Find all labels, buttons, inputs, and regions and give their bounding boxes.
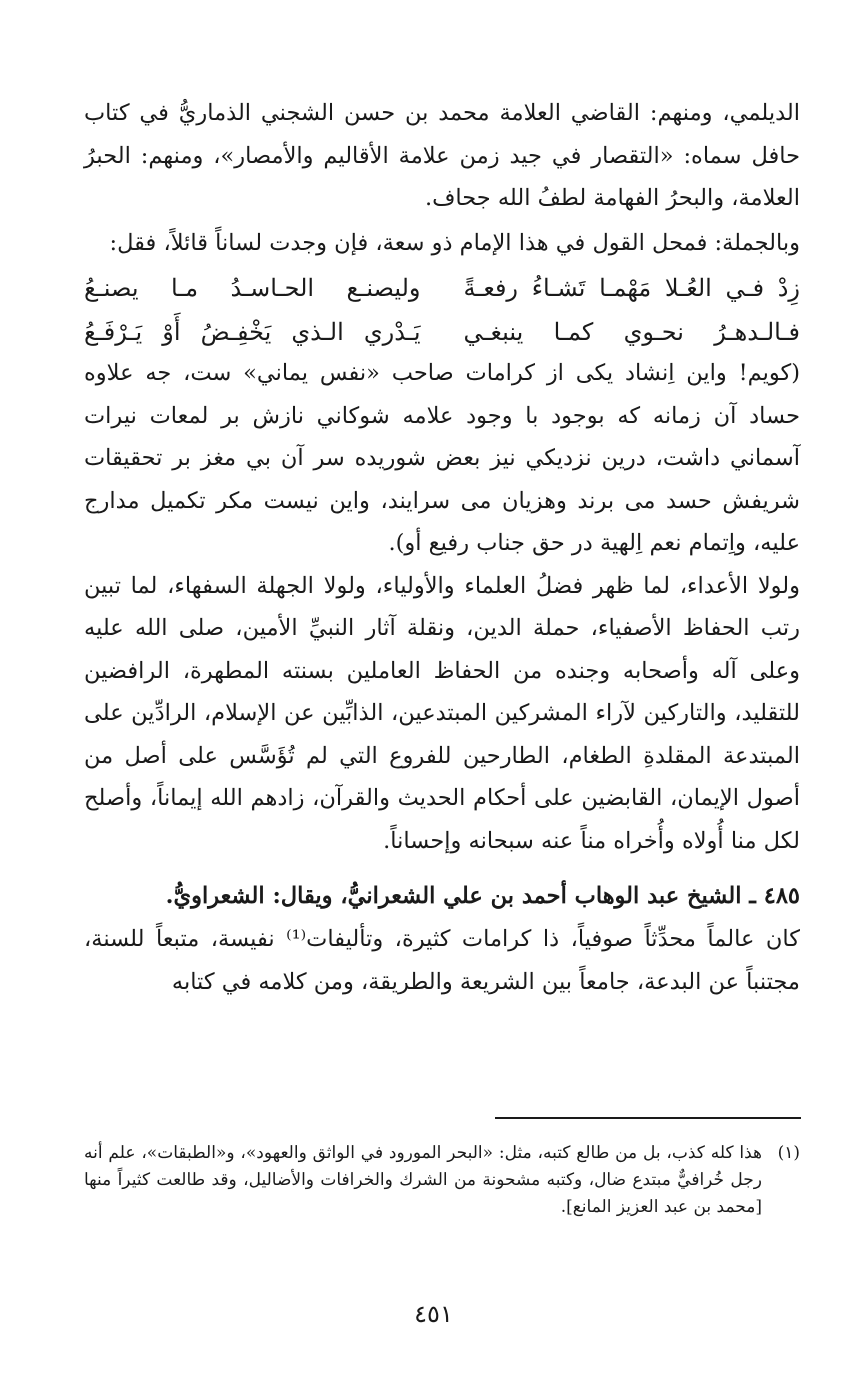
paragraph-1: الديلمي، ومنهم: القاضي العلامة محمد بن حسن الشجني الذماريُّ في كتاب حافل سماه: «التقصار في جيد زمن علامة الأقاليم والأمصار»، ومنهم: الحبرُ العلامة، والبحرُ الفهامة لطفُ الله جحاف.: [84, 100, 800, 211]
page-number: ٤٥١: [414, 1300, 453, 1328]
footnote-item: [84, 1140, 800, 1221]
footnote-text: هذا كله كذب، بل من طالع كتبه، مثل: «البحر المورود في الواثق والعهود»، و«الطبقات»، علم أنه رجل خُرافيٌّ مبتدع ضال، وكتبه مشحونة من الشرك والخرافات والأضاليل، وقد طالعت كثيراً منها [محمد بن عبد العزيز المانع].: [84, 1143, 762, 1217]
paragraph-2: وبالجملة: فمحل القول في هذا الإمام ذو سعة، فإن وجدت لساناً قائلاً، فقل:: [109, 229, 800, 256]
entry-heading: ٤٨٥ ـ الشيخ عبد الوهاب أحمد بن علي الشعرانيُّ، ويقال: الشعراويُّ.: [165, 883, 800, 909]
footnote-divider: [495, 1117, 801, 1119]
verse-2-first-hemistich: فـالـدهـرُ نحـوي كمـا ينبغـي: [463, 318, 800, 346]
page-body: [84, 92, 800, 1003]
verse-1-first-hemistich: زِدْ فـي العُـلا مَهْمـا تَشـاءُ رفعـةً: [463, 274, 800, 302]
verse-2-second-hemistich: يَـدْري الـذي يَخْفِـضُ أَوْ يَـرْفَـعُ: [84, 318, 421, 346]
verse-line-1: [84, 268, 800, 308]
paragraph-persian-quote: (كويم! واين اِنشاد يكى از كرامات صاحب «نفس يماني» ست، جه علاوه حساد آن زمانه كه بوجود با وجود علامه شوكاني نازش بر لمعات نيرات آسماني داشت، درين نزديكي نيز بعض شوريده سر آن بي مغز بر تحقيقات شريفش حسد مى برند وهزيان مى سرايند، واين نيست مكر تكميل مدارج عليه، واِتمام نعم اِلهية در حق جناب رفيع أو).: [84, 360, 800, 556]
verse-line-2: [84, 312, 800, 352]
footnotes: [84, 1140, 800, 1221]
footnote-marker: (١): [777, 1143, 800, 1163]
paragraph-4: ولولا الأعداء، لما ظهر فضلُ العلماء والأولياء، ولولا الجهلة السفهاء، لما تبين رتب الحفاظ الأصفياء، حملة الدين، ونقلة آثار النبيِّ الأمين، صلى الله عليه وعلى آله وأصحابه وجنده من الحفاظ العاملين بسنته المطهرة، الرافضين للتقليد، والتاركين لآراء المشركين المبتدعين، الذابِّين عن الإسلام، الرادِّين على المبتدعة المقلدةِ الطغام، الطارحين للفروع التي لم تُؤَسَّس على أصل من أصول الإيمان، القابضين على أحكام الحديث والقرآن، زادهم الله إيماناً، وأصلح لكل منا أُولاه وأُخراه مناً عنه سبحانه وإحساناً.: [84, 572, 800, 854]
verse-1-second-hemistich: وليصنـع الحـاسـدُ مـا يصنـعُ: [84, 274, 421, 302]
paragraph-5: كان عالماً محدِّثاً صوفياً، ذا كرامات كثيرة، وتأليفات⁽¹⁾ نفيسة، متبعاً للسنة، مجتنباً عن البدعة، جامعاً بين الشريعة والطريقة، ومن كلامه في كتابه: [84, 926, 800, 995]
